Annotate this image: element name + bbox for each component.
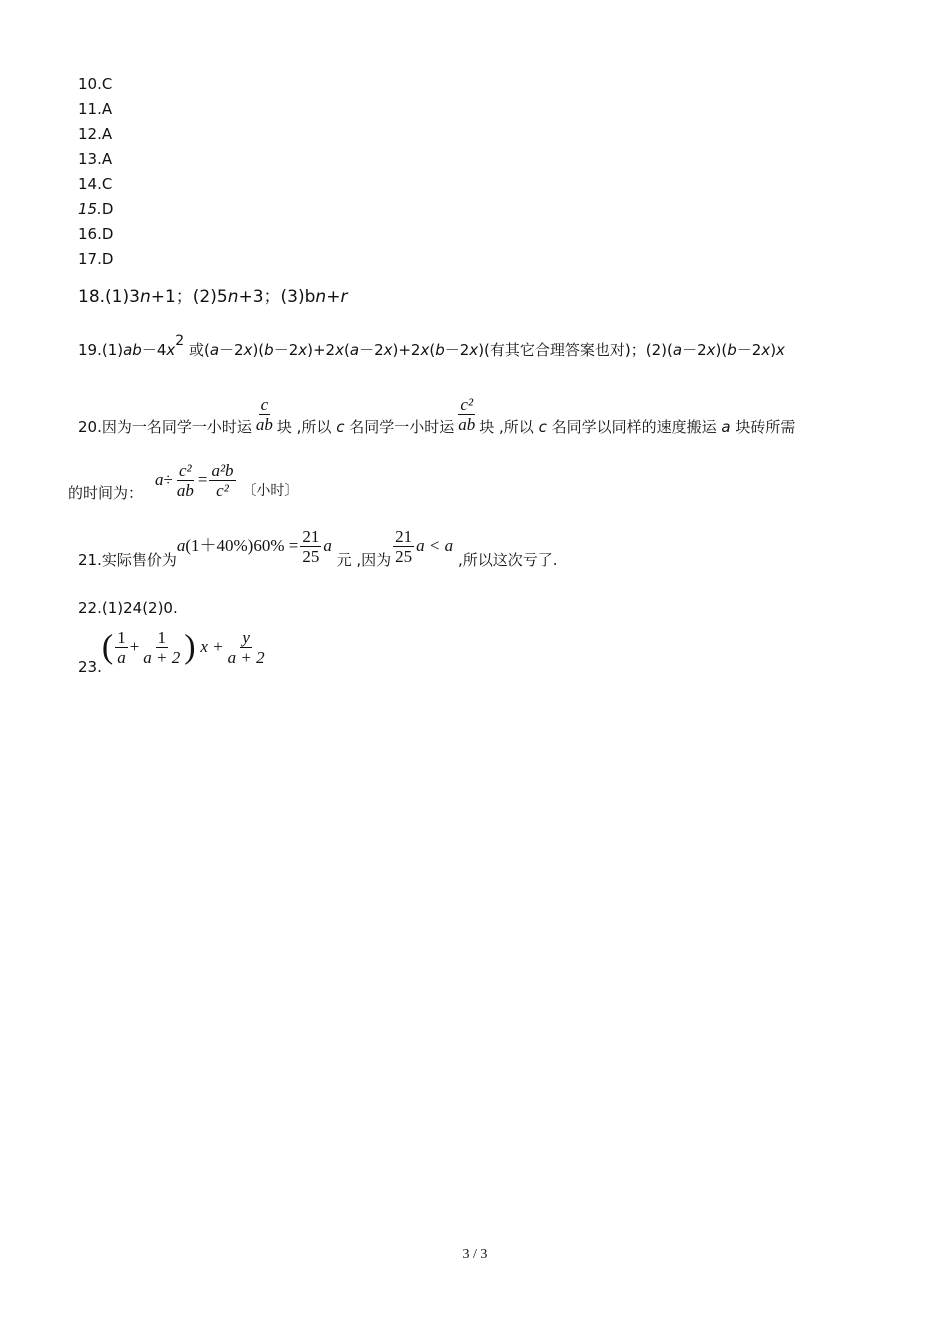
left-paren: ( [101, 628, 114, 666]
right-paren: ) [184, 628, 196, 666]
text: 23. [78, 658, 102, 676]
text: 19.(1) [78, 341, 124, 359]
answer-21 [78, 522, 557, 570]
denominator: 25 [302, 547, 320, 566]
question-number: 13. [78, 150, 102, 168]
answer-23 [78, 622, 269, 676]
fraction-c-over-ab [254, 395, 275, 434]
question-number: 15. [78, 200, 102, 218]
var: x [706, 341, 716, 359]
answer-10 [78, 74, 112, 94]
question-number: 12. [78, 125, 102, 143]
var: x [243, 341, 253, 359]
fraction-a2b-over-c2 [209, 461, 235, 500]
fraction-21-25 [300, 527, 321, 566]
denominator: a [117, 648, 126, 667]
text: 21.实际售价为 [78, 551, 177, 569]
text: + [326, 287, 341, 307]
text: ( [429, 341, 436, 359]
var: x [776, 341, 785, 359]
answer-19 [78, 333, 785, 361]
denominator: a + 2 [143, 648, 181, 667]
operator: + [129, 637, 140, 656]
text: －2 [682, 341, 707, 359]
denominator: a + 2 [227, 648, 265, 667]
numerator: y [242, 628, 250, 647]
answer-18 [78, 287, 347, 307]
answer-20-time-label [68, 483, 143, 503]
text: )(有其它合理答案也对)；(2)( [478, 341, 673, 359]
question-number: 10. [78, 75, 102, 93]
var: a [209, 341, 220, 359]
var: a [672, 341, 683, 359]
page-number: 3 / 3 [462, 1247, 488, 1262]
text: －2 [444, 341, 470, 359]
question-number: 16. [78, 225, 102, 243]
numerator: c [260, 395, 269, 414]
text: 名同学以同样的速度搬运 [551, 418, 717, 436]
operator: ÷ [163, 470, 173, 489]
var: n [315, 287, 327, 307]
numerator: a²b [211, 461, 234, 480]
numerator: 1 [117, 628, 126, 647]
var: x [420, 341, 430, 359]
answer-choice: D [101, 200, 114, 218]
answer-11 [78, 99, 112, 119]
fraction-1-over-a [115, 628, 128, 667]
text: －2 [736, 341, 762, 359]
var: x [335, 341, 344, 359]
text: 或( [184, 341, 210, 359]
answer-15 [78, 199, 113, 219]
answer-choice: A [101, 125, 113, 143]
var: b [727, 341, 737, 359]
text: 块 ,所以 [479, 418, 534, 436]
var: x [469, 341, 479, 359]
var: n [139, 287, 151, 307]
text: －4 [141, 341, 167, 359]
text: )+2 [392, 341, 421, 359]
denominator: c² [216, 481, 229, 500]
answer-choice: D [101, 250, 114, 268]
fraction-21-25 [393, 527, 414, 566]
text: －2 [359, 341, 384, 359]
text: 块砖所需 [735, 418, 796, 436]
operator: = [197, 470, 208, 489]
inequality: a < a [416, 536, 454, 555]
var: a [176, 536, 186, 555]
fraction-1-over-a-plus-2 [141, 628, 182, 667]
answer-choice: A [101, 150, 113, 168]
text: 名同学一小时运 [349, 418, 455, 436]
var: ab [123, 341, 142, 359]
var: x [761, 341, 771, 359]
numerator: 21 [395, 527, 413, 546]
var: c [538, 418, 547, 436]
fraction-c2-over-ab [175, 461, 196, 500]
exponent: 2 [175, 333, 185, 349]
text: －2 [219, 341, 244, 359]
denominator: 25 [395, 547, 413, 566]
text: +1；(2)5 [150, 287, 228, 307]
text: 元 ,因为 [336, 551, 392, 569]
text: ,所以这次亏了. [457, 551, 558, 569]
answer-choice: C [101, 75, 113, 93]
numerator: c² [460, 395, 474, 414]
var: b [435, 341, 445, 359]
answer-12 [78, 124, 112, 144]
var: c [336, 418, 345, 436]
text: )+2 [307, 341, 336, 359]
denominator: ab [176, 481, 194, 500]
text: )( [715, 341, 728, 359]
answer-choice: A [101, 100, 113, 118]
answer-16 [78, 224, 113, 244]
text: 22.(1)24(2)0. [78, 599, 178, 617]
denominator: ab [255, 415, 273, 434]
text: 18.(1)3 [78, 287, 140, 307]
text: ( [344, 341, 350, 359]
var: b [264, 341, 274, 359]
answer-choice: C [101, 175, 113, 193]
numerator: c² [179, 461, 192, 480]
text: )( [252, 341, 265, 359]
text: 的时间为： [68, 484, 144, 502]
var: a [323, 536, 332, 555]
numerator: 1 [157, 628, 167, 647]
text: 块 ,所以 [276, 418, 332, 436]
var: a [721, 418, 731, 436]
question-number: 11. [78, 100, 102, 118]
answer-13 [78, 149, 112, 169]
answer-20-formula [155, 460, 298, 501]
var: r [340, 287, 348, 307]
var: x [298, 341, 308, 359]
answer-choice: D [101, 225, 114, 243]
text: －2 [273, 341, 299, 359]
var: a [155, 470, 164, 489]
question-number: 17. [78, 250, 102, 268]
text: ) [770, 341, 777, 359]
denominator: ab [458, 415, 476, 434]
answer-14 [78, 174, 112, 194]
unit: 〔小时〕 [242, 483, 299, 499]
fraction-y-over-a-plus-2 [226, 628, 267, 667]
expression: (1＋40%)60% = [185, 536, 299, 555]
answer-20 [78, 395, 796, 447]
fraction-c2-over-ab [456, 395, 477, 434]
var: n [227, 287, 239, 307]
question-number: 14. [78, 175, 102, 193]
text: 20.因为一名同学一小时运 [78, 418, 252, 436]
answer-22 [78, 598, 178, 618]
numerator: 21 [302, 527, 320, 546]
answer-17 [78, 249, 113, 269]
var: x [383, 341, 393, 359]
text: +3；(3)b [238, 287, 316, 307]
var: x [166, 341, 176, 359]
expression: x + [200, 637, 224, 656]
var: a [349, 341, 360, 359]
